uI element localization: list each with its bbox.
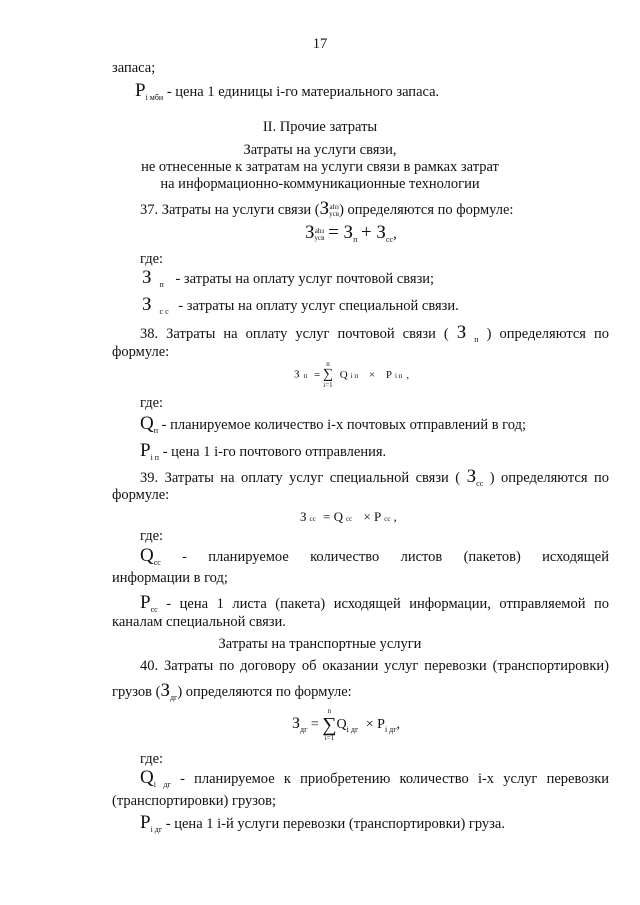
formula-subscript: дг — [169, 693, 178, 702]
formula-symbol: З — [142, 294, 152, 315]
formula-symbol: P — [140, 812, 151, 833]
formula-subscript: усв — [314, 233, 325, 242]
formula-subscript: сс — [345, 515, 353, 523]
definition-text: - планируемое к приобретению количество i-х услуг перевозки — [180, 771, 609, 787]
formula-symbol: × — [368, 368, 376, 381]
definition-line — [140, 545, 609, 567]
paragraph-37 — [140, 198, 513, 220]
definition-text: количество — [310, 549, 380, 565]
page-number: 17 — [312, 36, 328, 52]
paragraph-text: ) определяются по — [486, 326, 609, 342]
formula-subscript: i дг — [150, 825, 163, 834]
paragraph-text: ) определяются по формуле: — [177, 684, 352, 700]
formula-subscript: i дг — [153, 780, 171, 789]
formula-subscript: i п — [150, 453, 160, 462]
formula-subscript: п — [159, 280, 164, 289]
formula-symbol: З — [292, 715, 301, 733]
paragraph-text: ) определяются по — [489, 470, 610, 486]
formula-subscript: сс — [150, 605, 158, 614]
definition-text: исходящей — [542, 549, 610, 565]
formula-subscript: i дг — [384, 725, 397, 735]
paragraph-text: ) определяются по формуле: — [339, 202, 514, 218]
definition-line — [135, 80, 439, 102]
formula-40 — [292, 708, 400, 742]
formula-symbol: Q — [339, 368, 348, 381]
formula-subscript: i п — [394, 371, 403, 380]
formula-symbol: = — [310, 717, 319, 733]
formula-subscript: сс — [385, 235, 394, 244]
text-line: информации в год; — [112, 570, 228, 586]
formula-39 — [300, 509, 397, 525]
text-line: запаса; — [112, 60, 156, 76]
formula-subscript: п — [153, 426, 159, 435]
definition-text: листов — [400, 549, 443, 565]
formula-symbol: = — [314, 368, 321, 381]
formula-38 — [294, 361, 409, 389]
formula-subscript: i мби — [145, 93, 164, 102]
definition-text: - цена 1 единицы i-го материального запаса. — [166, 84, 440, 100]
definition-text: - цена 1 i-го почтового отправления. — [162, 444, 387, 460]
formula-symbol: Q — [140, 767, 154, 788]
formula-superscript: аhз — [329, 202, 339, 211]
sum-icon: ∑ — [322, 367, 333, 382]
formula-superscript: n — [327, 707, 332, 715]
definition-line — [140, 413, 526, 435]
formula-punctuation: , — [393, 509, 397, 524]
definition-line — [140, 767, 609, 789]
formula-punctuation: , — [406, 368, 410, 381]
paragraph-40-cont — [112, 680, 352, 702]
definition-line — [140, 440, 386, 462]
formula-subscript: i дг — [346, 725, 359, 735]
formula-symbol: Q — [140, 413, 154, 434]
formula-symbol: Q — [140, 545, 154, 566]
formula-symbol: З — [456, 322, 467, 343]
definition-text: - планируемое количество i-х почтовых отправлений в год; — [161, 417, 526, 433]
subsection-title: не отнесенные к затратам на услуги связи в рамках затрат — [141, 159, 499, 175]
sum-icon: ∑ — [322, 714, 337, 736]
formula-symbol: P — [140, 440, 151, 461]
formula-symbol: З — [300, 509, 307, 524]
subsection-title: Затраты на транспортные услуги — [218, 636, 422, 652]
text-line: формуле: — [112, 344, 170, 360]
text-line: каналам специальной связи. — [112, 614, 286, 630]
formula-symbol: P — [140, 592, 151, 613]
definition-line — [140, 592, 609, 614]
formula-superscript: n — [326, 360, 330, 368]
where-label: где: — [140, 395, 164, 411]
where-label: где: — [140, 751, 164, 767]
formula-subscript: сс — [476, 479, 484, 488]
definition-text: - затраты на оплату услуг почтовой связи; — [175, 271, 435, 287]
definition-text: - цена 1 i-й услуги перевозки (транспортировки) груза. — [165, 816, 505, 832]
formula-subscript: сс — [384, 515, 391, 523]
formula-symbol: + З — [360, 222, 386, 243]
formula-subscript: дг — [300, 725, 308, 735]
formula-symbol: З — [305, 222, 315, 243]
formula-subscript: i п — [350, 371, 359, 380]
formula-symbol: P — [385, 368, 392, 381]
formula-symbol: = Q — [322, 509, 343, 524]
definition-line — [142, 294, 459, 316]
formula-punctuation: , — [393, 226, 397, 242]
formula-subscript: i=1 — [324, 734, 335, 742]
definition-text: планируемое — [208, 549, 289, 565]
formula-punctuation: , — [396, 717, 401, 733]
formula-symbol: P — [135, 80, 146, 101]
formula-subscript: сс — [153, 558, 161, 567]
formula-subscript: п — [474, 335, 479, 344]
paragraph-text: 39. Затраты на оплату услуг специальной связи ( — [140, 470, 461, 486]
paragraph-40: 40. Затраты по договору об оказании услуг перевозки (транспортировки) — [140, 658, 609, 674]
formula-37 — [305, 222, 397, 244]
paragraph-39 — [140, 466, 609, 488]
paragraph-text: 38. Затраты на оплату услуг почтовой связи ( — [140, 326, 449, 342]
formula-superscript: аhз — [314, 226, 325, 235]
definition-text: (пакетов) — [463, 549, 521, 565]
formula-symbol: З — [319, 198, 330, 219]
formula-subscript: i=1 — [323, 381, 333, 389]
definition-text: - затраты на оплату услуг специальной связи. — [178, 298, 459, 314]
formula-symbol: Q — [336, 717, 347, 733]
formula-symbol: З — [294, 368, 300, 381]
formula-subscript: п — [303, 371, 308, 380]
formula-symbol: З — [160, 680, 170, 701]
paragraph-38 — [140, 322, 609, 344]
formula-symbol: = З — [328, 222, 354, 243]
formula-subscript: п — [353, 235, 358, 244]
where-label: где: — [140, 528, 164, 544]
where-label: где: — [140, 251, 164, 267]
subsection-title: Затраты на услуги связи, — [243, 142, 397, 158]
definition-text: - цена 1 листа (пакета) исходящей информации, отправляемой по — [166, 596, 610, 612]
formula-symbol: × P — [365, 717, 385, 733]
definition-line — [140, 812, 505, 834]
section-title: II. Прочие затраты — [262, 119, 378, 135]
formula-subscript: усв — [329, 209, 340, 218]
definition-text: - — [182, 549, 187, 565]
subsection-title: на информационно-коммуникационные технологии — [160, 176, 480, 192]
formula-symbol: З — [466, 466, 477, 487]
formula-symbol: × P — [363, 509, 382, 524]
paragraph-text: 37. Затраты на услуги связи ( — [140, 202, 320, 218]
formula-symbol: З — [142, 267, 152, 288]
text-line: формуле: — [112, 487, 170, 503]
definition-line — [142, 267, 434, 289]
text-line: (транспортировки) грузов; — [112, 793, 277, 809]
formula-subscript: с с — [159, 307, 169, 316]
paragraph-text: грузов ( — [112, 684, 161, 700]
formula-subscript: сс — [309, 515, 316, 523]
